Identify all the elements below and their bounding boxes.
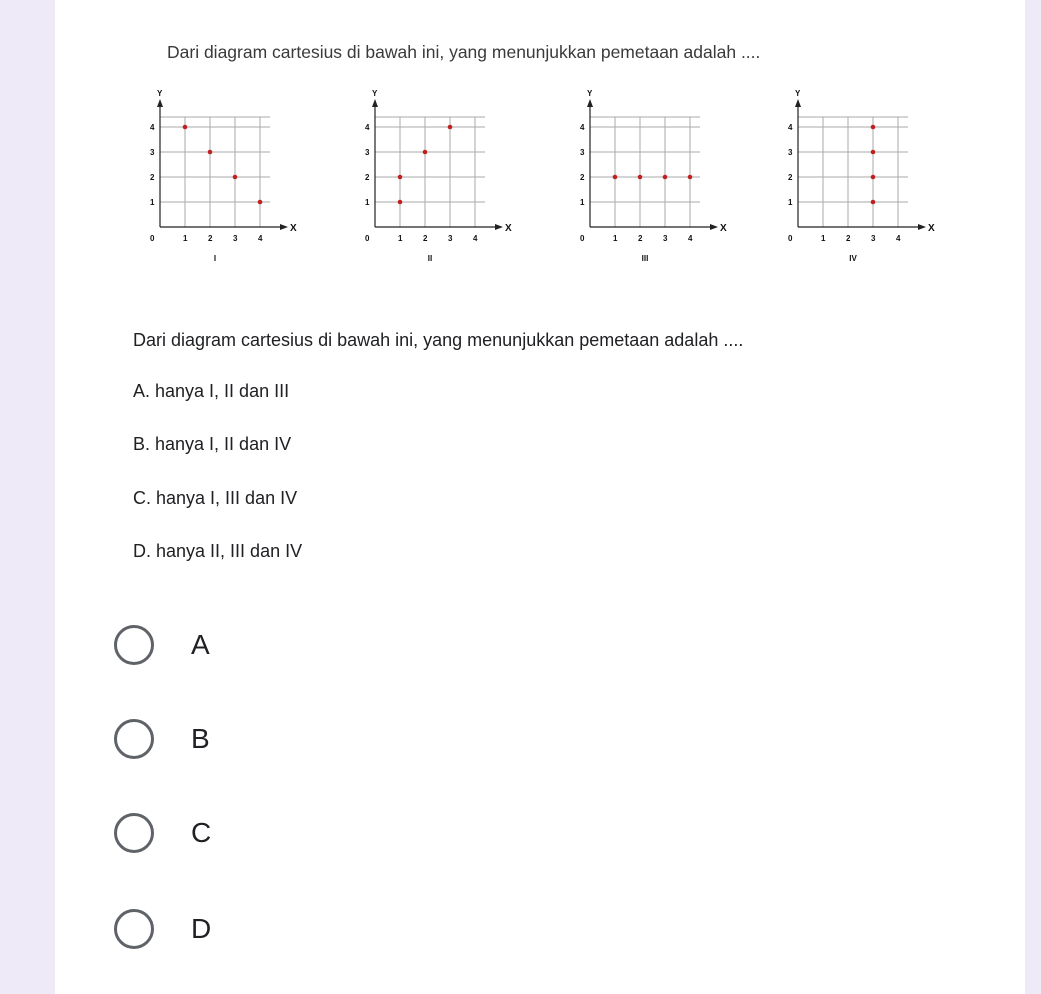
graph-2-point: [398, 175, 403, 180]
graph-2-numeral: II: [427, 254, 433, 263]
graph-3-x-tick: 3: [663, 234, 668, 243]
graph-3-y-tick: 4: [580, 123, 585, 132]
graph-1-x-tick: 1: [183, 234, 188, 243]
graph-1-y-tick: 1: [150, 198, 155, 207]
graph-4-x-label: X: [928, 223, 935, 234]
graph-2-origin-label: 0: [365, 234, 370, 243]
graph-4-x-tick: 4: [896, 234, 901, 243]
radio-circle-a[interactable]: [114, 625, 154, 665]
graph-3-x-label: X: [720, 223, 727, 234]
graph-2-point: [423, 150, 428, 155]
graph-4-y-tick: 2: [788, 173, 793, 182]
graph-3-y-tick: 3: [580, 148, 585, 157]
graph-1-svg: [140, 89, 297, 272]
graph-3-svg: [570, 89, 727, 272]
graph-2-x-label: X: [505, 223, 512, 234]
question-text: Dari diagram cartesius di bawah ini, yang menunjukkan pemetaan adalah ....: [133, 330, 744, 350]
graph-1-x-tick: 4: [258, 234, 263, 243]
radio-option-c[interactable]: [114, 808, 314, 858]
graph-4-svg: [778, 89, 935, 272]
graph-4-point: [871, 200, 876, 205]
radio-option-d[interactable]: [114, 904, 314, 954]
graph-4-y-tick: 3: [788, 148, 793, 157]
graph-2-x-tick: 3: [448, 234, 453, 243]
graph-3-x-tick: 2: [638, 234, 643, 243]
graph-3-point: [613, 175, 618, 180]
graph-4-y-arrow: [795, 99, 801, 107]
graph-4-x-tick: 1: [821, 234, 826, 243]
graph-3-point: [688, 175, 693, 180]
graph-2-y-tick: 2: [365, 173, 370, 182]
radio-label-c: C: [191, 817, 212, 848]
graph-4-point: [871, 175, 876, 180]
graph-1-y-arrow: [157, 99, 163, 107]
graph-1-point: [208, 150, 213, 155]
choice-a: A. hanya I, II dan III: [133, 381, 290, 401]
graph-2-y-label: Y: [372, 89, 378, 98]
graph-2-x-tick: 1: [398, 234, 403, 243]
graph-2-x-arrow: [495, 224, 503, 230]
graph-2-svg: [355, 89, 512, 272]
graph-1-origin-label: 0: [150, 234, 155, 243]
radio-label-d: D: [191, 913, 212, 944]
graph-2-point: [448, 125, 453, 130]
choice-c: C. hanya I, III dan IV: [133, 488, 298, 508]
graph-3-x-tick: 4: [688, 234, 693, 243]
graph-1-x-label: X: [290, 223, 297, 234]
graph-1-y-tick: 2: [150, 173, 155, 182]
graph-1-point: [258, 200, 263, 205]
choice-b: B. hanya I, II dan IV: [133, 434, 292, 454]
radio-option-b[interactable]: [114, 714, 314, 764]
graph-4-numeral: IV: [849, 254, 857, 263]
graph-4-x-tick: 2: [846, 234, 851, 243]
radio-label-b: B: [191, 723, 210, 754]
graph-1: [140, 89, 297, 272]
graph-3-numeral: III: [641, 254, 649, 263]
graph-2-y-tick: 4: [365, 123, 370, 132]
graph-4-x-tick: 3: [871, 234, 876, 243]
graph-3: [570, 89, 727, 272]
radio-circle-c[interactable]: [114, 813, 154, 853]
choice-d: D. hanya II, III dan IV: [133, 541, 303, 561]
graph-4-origin-label: 0: [788, 234, 793, 243]
radio-circle-b[interactable]: [114, 719, 154, 759]
graph-2-y-tick: 3: [365, 148, 370, 157]
graph-2: [355, 89, 512, 272]
graph-4-x-arrow: [918, 224, 926, 230]
graph-1-x-arrow: [280, 224, 288, 230]
graph-4-point: [871, 150, 876, 155]
graph-4-y-tick: 1: [788, 198, 793, 207]
graph-1-point: [183, 125, 188, 130]
graph-1-y-tick: 4: [150, 123, 155, 132]
graph-1-point: [233, 175, 238, 180]
radio-option-a[interactable]: [114, 620, 314, 670]
graph-4: [778, 89, 935, 272]
graph-3-origin-label: 0: [580, 234, 585, 243]
graph-1-y-tick: 3: [150, 148, 155, 157]
graph-3-x-arrow: [710, 224, 718, 230]
graph-4-point: [871, 125, 876, 130]
graph-1-y-label: Y: [157, 89, 163, 98]
image-caption: Dari diagram cartesius di bawah ini, yang menunjukkan pemetaan adalah ....: [167, 42, 761, 62]
graph-3-y-tick: 1: [580, 198, 585, 207]
graph-4-y-tick: 4: [788, 123, 793, 132]
graph-3-y-tick: 2: [580, 173, 585, 182]
graph-3-point: [638, 175, 643, 180]
graph-3-y-label: Y: [587, 89, 593, 98]
radio-label-a: A: [191, 629, 210, 660]
graph-1-x-tick: 3: [233, 234, 238, 243]
graph-2-point: [398, 200, 403, 205]
graph-3-y-arrow: [587, 99, 593, 107]
graph-3-x-tick: 1: [613, 234, 618, 243]
graph-1-numeral: I: [213, 254, 217, 263]
graph-2-x-tick: 2: [423, 234, 428, 243]
graph-1-x-tick: 2: [208, 234, 213, 243]
graph-3-point: [663, 175, 668, 180]
radio-circle-d[interactable]: [114, 909, 154, 949]
graph-2-y-arrow: [372, 99, 378, 107]
graph-2-y-tick: 1: [365, 198, 370, 207]
graph-2-x-tick: 4: [473, 234, 478, 243]
graph-4-y-label: Y: [795, 89, 801, 98]
